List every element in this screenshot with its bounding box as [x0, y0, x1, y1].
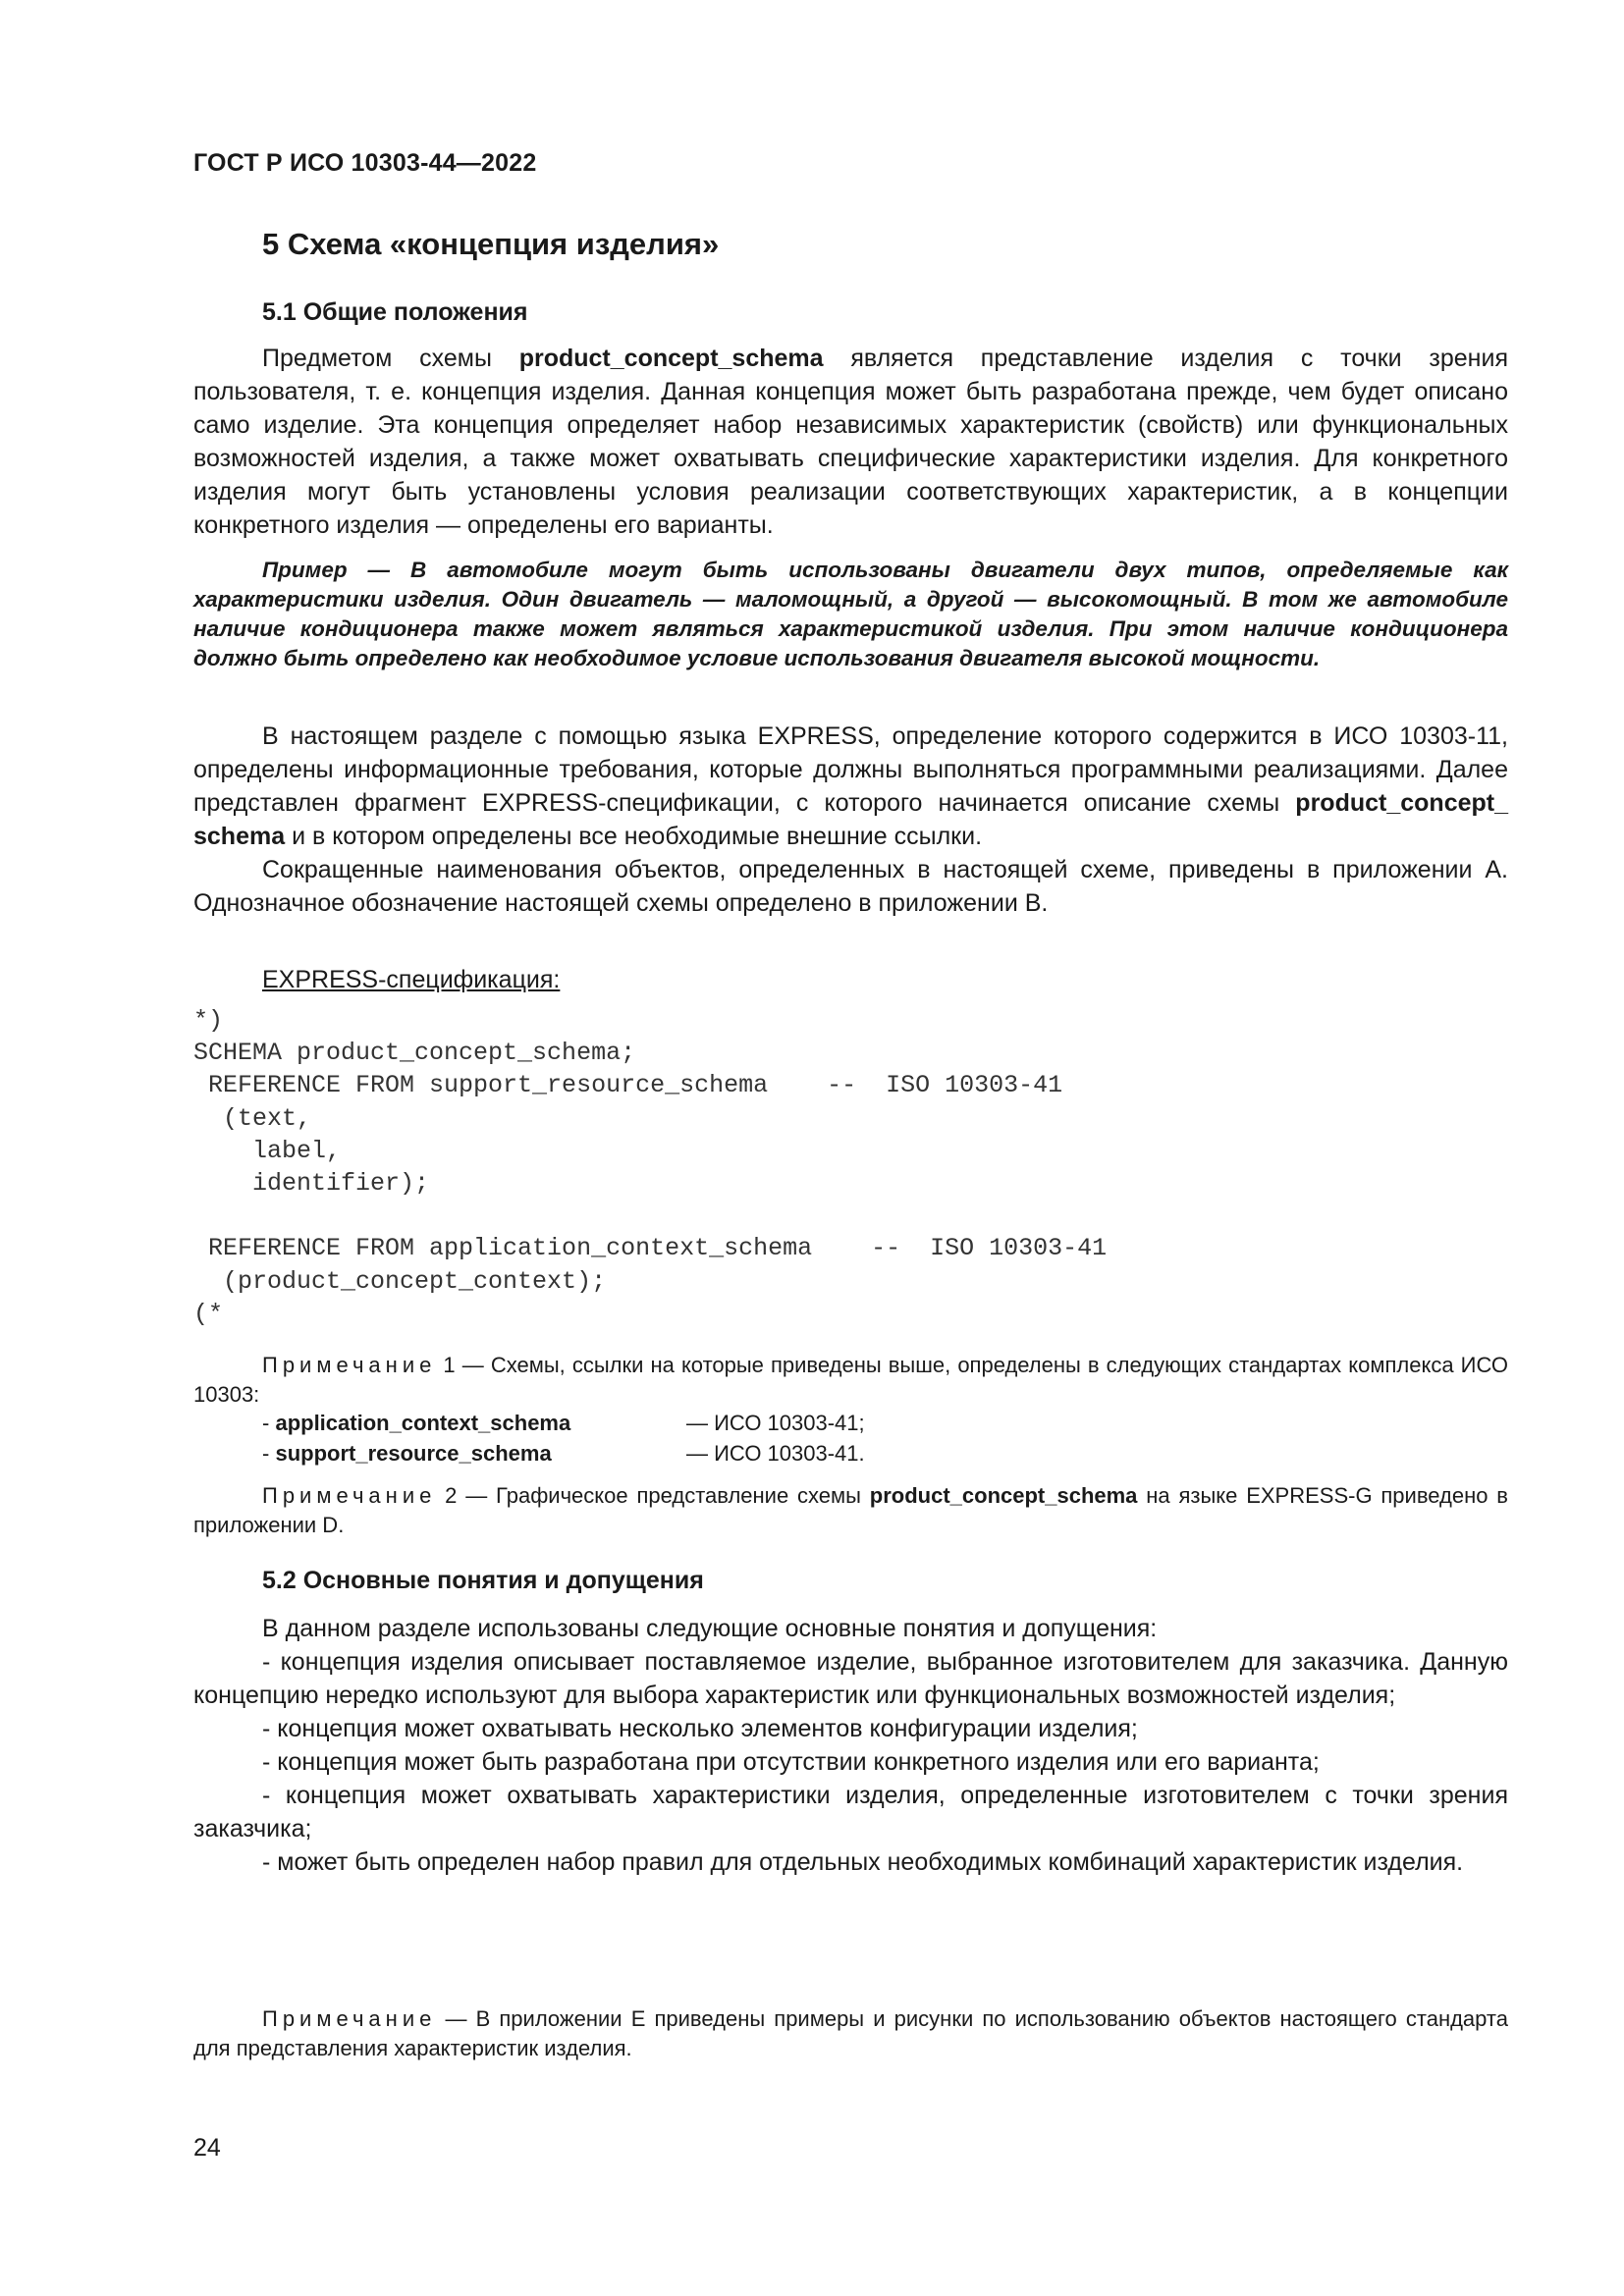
- subsection-title-5-1: 5.1 Общие положения: [262, 298, 528, 326]
- paragraph-express: [193, 720, 1508, 920]
- list-item: - концепция изделия описывает поставляемое изделие, выбранное изготовителем для заказчика. Данную концепцию нередко используют для выбора характеристик или функциональных возможностей изделия;: [193, 1648, 1508, 1709]
- concepts-intro: В данном разделе использованы следующие основные понятия и допущения:: [262, 1615, 1158, 1642]
- note-label: Примечание: [262, 1353, 437, 1377]
- list-item: - концепция может охватывать характеристики изделия, определенные изготовителем с точки зрения заказчика;: [193, 1782, 1508, 1842]
- document-code-header: ГОСТ Р ИСО 10303-44—2022: [193, 149, 537, 177]
- section-title: 5 Схема «концепция изделия»: [262, 227, 720, 261]
- express-code-block: *) SCHEMA product_concept_schema; REFERENCE FROM support_resource_schema -- ISO 10303-41 (text, label, identifier); REFERENCE FROM application_context_schema -- ISO 10303-41 (product_concept_context); (*: [193, 1006, 1108, 1328]
- list-item: - может быть определен набор правил для отдельных необходимых комбинаций характеристик изделия.: [262, 1848, 1464, 1876]
- paragraph-intro-text: Предметом схемы product_concept_schema является представление изделия с точки зрения пользователя, т. е. концепция изделия. Данная концепция может быть разработана прежде, чем будет описано само изделие. Эта концепция определяет набор независимых характеристик (свойств) или функциональных возможностей изделия, а также может охватывать специфические характеристики изделия. Для конкретного изделия могут быть установлены условия реализации соответствующих характеристик, а в концепции конкретного изделия — определены его варианты.: [193, 345, 1508, 539]
- list-item: - application_context_schema — ИСО 10303-41;: [262, 1411, 865, 1435]
- note-annex-e: Примечание — В приложении Е приведены примеры и рисунки по использованию объектов настоящего стандарта для представления характеристик изделия.: [193, 2006, 1508, 2060]
- schema-name-bold: product_concept_ schema: [193, 789, 1508, 850]
- note-1: Примечание 1 — Схемы, ссылки на которые приведены выше, определены в следующих стандартах комплекса ИСО 10303:: [193, 1353, 1508, 1407]
- list-item: - концепция может быть разработана при отсутствии конкретного изделия или его варианта;: [262, 1748, 1320, 1776]
- express-spec-label: EXPRESS-спецификация:: [262, 966, 561, 993]
- note-2: Примечание 2 — Графическое представление схемы product_concept_schema на языке EXPRESS-G приведено в приложении D.: [193, 1483, 1508, 1537]
- paragraph-annex-refs: Сокращенные наименования объектов, определенных в настоящей схеме, приведены в приложении А. Однозначное обозначение настоящей схемы определено в приложении В.: [193, 856, 1508, 917]
- example-text: Пример — В автомобиле могут быть использованы двигатели двух типов, определяемые как характеристики изделия. Один двигатель — маломощный, а другой — высокомощный. В том же автомобиле наличие кондиционера также может являться характеристикой изделия. При этом наличие кондиционера должно быть определено как необходимое условие использования двигателя высокой мощности.: [193, 558, 1508, 670]
- schema-name-bold: product_concept_schema: [518, 345, 824, 372]
- example-block: [193, 556, 1508, 673]
- note-label: Примечание: [262, 2006, 437, 2031]
- subsection-title-5-2: 5.2 Основные понятия и допущения: [262, 1567, 704, 1594]
- concepts-list: [193, 1612, 1508, 1879]
- list-item: - концепция может охватывать несколько элементов конфигурации изделия;: [262, 1715, 1138, 1742]
- page-number: 24: [193, 2134, 221, 2162]
- paragraph-express-text: В настоящем разделе с помощью языка EXPRESS, определение которого содержится в ИСО 10303-11, определены информационные требования, которые должны выполняться программными реализациями. Далее представлен фрагмент EXPRESS-спецификации, с которого начинается описание схемы product_concept_ schema и в котором определены все необходимые внешние ссылки.: [193, 722, 1508, 850]
- paragraph-intro: [193, 342, 1508, 542]
- note-1-list: [262, 1408, 865, 1468]
- list-item: - support_resource_schema — ИСО 10303-41.: [262, 1441, 865, 1466]
- note-label: Примечание: [262, 1483, 437, 1508]
